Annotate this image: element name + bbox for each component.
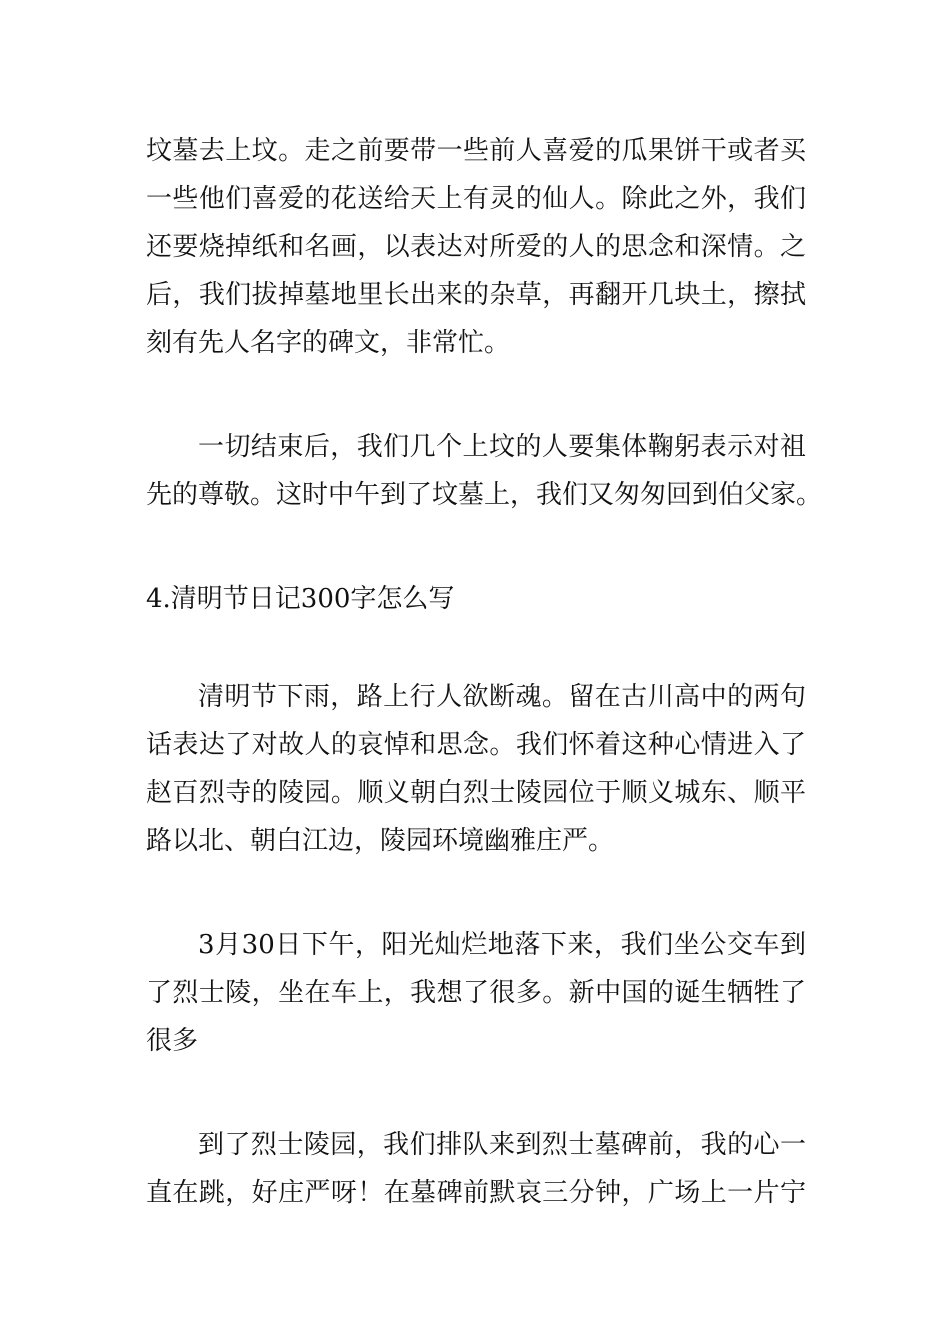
text-line: 很多 xyxy=(146,1026,199,1056)
text-line: 话表达了对故人的哀悼和思念。我们怀着这种心情进入了 xyxy=(146,730,806,760)
text-line: 3月30日下午，阳光灿烂地落下来，我们坐公交车到 xyxy=(198,930,806,960)
text-line: 后，我们拔掉墓地里长出来的杂草，再翻开几块土，擦拭 xyxy=(146,280,806,310)
text-line: 到了烈士陵园，我们排队来到烈士墓碑前，我的心一 xyxy=(198,1130,806,1160)
text-line: 了烈士陵，坐在车上，我想了很多。新中国的诞生牺牲了 xyxy=(146,978,806,1008)
text-line: 一些他们喜爱的花送给天上有灵的仙人。除此之外，我们 xyxy=(146,184,806,214)
text-line: 赵百烈寺的陵园。顺义朝白烈士陵园位于顺义城东、顺平 xyxy=(146,778,806,808)
text-line: 一切结束后，我们几个上坟的人要集体鞠躬表示对祖 xyxy=(198,432,806,462)
text-line: 刻有先人名字的碑文，非常忙。 xyxy=(146,328,511,358)
text-line: 坟墓去上坟。走之前要带一些前人喜爱的瓜果饼干或者买 xyxy=(146,136,806,166)
section-heading: 4.清明节日记300字怎么写 xyxy=(146,584,455,614)
text-line: 路以北、朝白江边，陵园环境幽雅庄严。 xyxy=(146,826,615,856)
text-line: 直在跳，好庄严呀！在墓碑前默哀三分钟，广场上一片宁 xyxy=(146,1178,806,1208)
text-line: 还要烧掉纸和名画，以表达对所爱的人的思念和深情。之 xyxy=(146,232,806,262)
text-line: 清明节下雨，路上行人欲断魂。留在古川高中的两句 xyxy=(198,682,806,712)
text-line: 先的尊敬。这时中午到了坟墓上，我们又匆匆回到伯父家。 xyxy=(146,480,823,510)
